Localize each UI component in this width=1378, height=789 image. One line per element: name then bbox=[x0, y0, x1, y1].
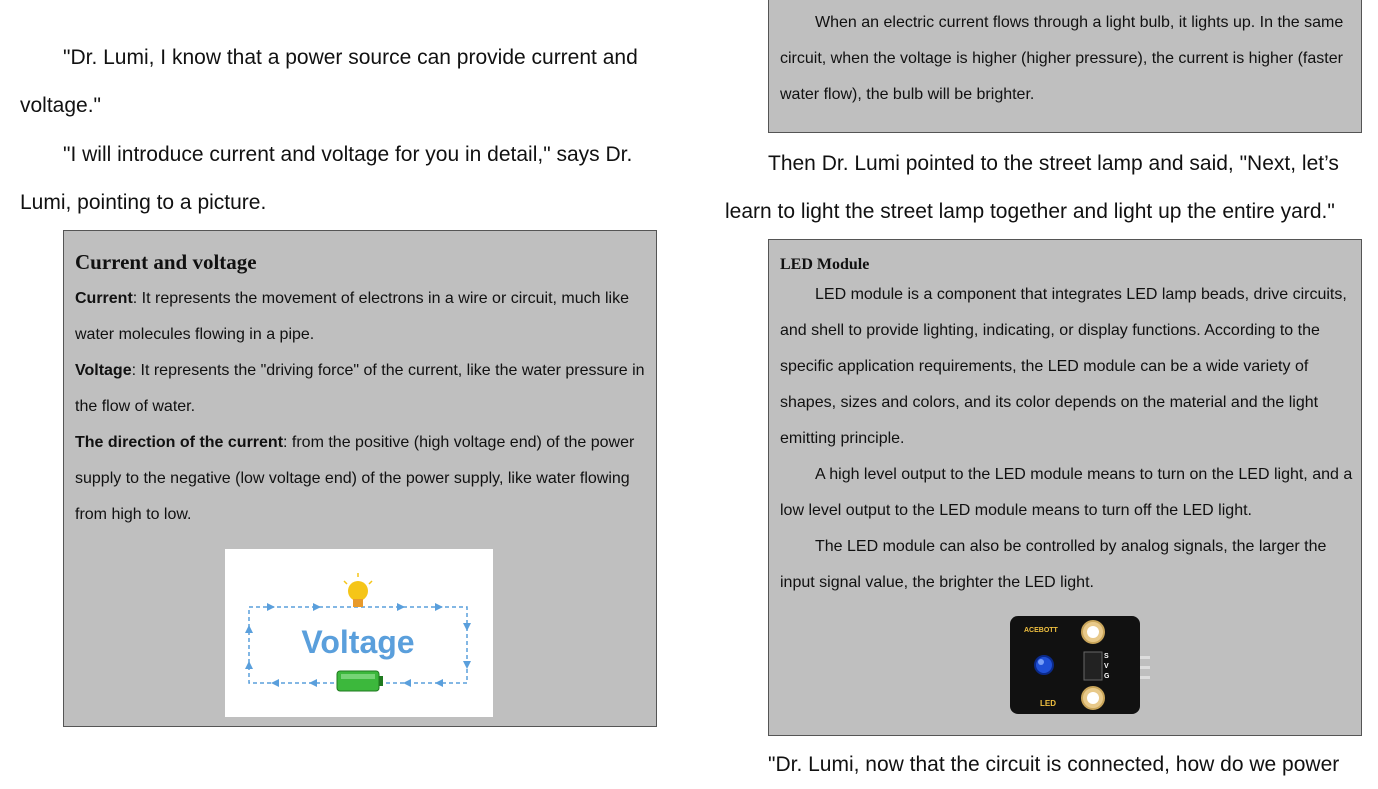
brand-label: ACEBOTT bbox=[1024, 627, 1058, 634]
led-module-image bbox=[1010, 616, 1160, 718]
term: The direction of the current bbox=[75, 434, 284, 451]
led-board-illustration bbox=[1010, 616, 1160, 718]
definition-text: : It represents the movement of electrons in a wire or circuit, much like water molecules flowing in a pipe. bbox=[75, 290, 629, 343]
definition-text: : It represents the "driving force" of the current, like the water pressure in the flow of water. bbox=[75, 362, 645, 415]
box-title: Current and voltage bbox=[75, 250, 257, 274]
paragraph-line: "Dr. Lumi, I know that a power source can provide current and bbox=[63, 46, 638, 69]
voltage-illustration bbox=[225, 549, 493, 717]
paragraph-line: "I will introduce current and voltage for you in detail," says Dr. bbox=[63, 143, 633, 166]
paragraph-line: learn to light the street lamp together and light up the entire yard." bbox=[725, 200, 1335, 223]
connector bbox=[1084, 652, 1102, 680]
led-paragraph: A high level output to the LED module means to turn on the LED light, and a low level output to the LED module means to turn off the LED light. bbox=[780, 466, 1353, 519]
led-module-box bbox=[768, 239, 1362, 736]
led-label: LED bbox=[1040, 699, 1056, 708]
voltage-circuit-diagram bbox=[225, 549, 493, 717]
paragraph-line: Lumi, pointing to a picture. bbox=[20, 191, 267, 214]
pin-label: S bbox=[1104, 653, 1109, 660]
current-voltage-box bbox=[63, 230, 657, 727]
box-title: LED Module bbox=[780, 256, 870, 273]
voltage-label: Voltage bbox=[301, 624, 415, 660]
current-definition bbox=[75, 281, 645, 353]
paragraph-line: Then Dr. Lumi pointed to the street lamp and said, "Next, let’s bbox=[768, 152, 1339, 175]
voltage-definition bbox=[75, 353, 645, 425]
pin-label: V bbox=[1104, 663, 1109, 670]
paragraph-line: voltage." bbox=[20, 94, 102, 117]
led-paragraph: LED module is a component that integrates LED lamp beads, drive circuits, and shell to provide lighting, indicating, or display functions. According to the specific application requirements, the LED module can be a wide variety of shapes, sizes and colors, and its color depends on the material and the light emitting principle. bbox=[780, 286, 1347, 447]
led-paragraph: The LED module can also be controlled by analog signals, the larger the input signal value, the brighter the LED light. bbox=[780, 538, 1327, 591]
direction-definition bbox=[75, 425, 645, 533]
bulb-icon bbox=[344, 573, 372, 607]
pin-label: G bbox=[1104, 673, 1110, 680]
definition-text: : from the positive (high voltage end) of the power supply to the negative (low voltage end) of the power supply, like water flowing from high to low. bbox=[75, 434, 635, 523]
term: Voltage bbox=[75, 362, 132, 379]
paragraph-line: "Dr. Lumi, now that the circuit is connected, how do we power bbox=[768, 753, 1340, 776]
battery-icon bbox=[337, 671, 383, 691]
term: Current bbox=[75, 290, 133, 307]
led-bead bbox=[1035, 656, 1053, 674]
bulb-explanation-text: When an electric current flows through a light bulb, it lights up. In the same circuit, when the voltage is higher (higher pressure), the current is higher (faster water flow), the bulb will be brighter. bbox=[780, 14, 1344, 103]
bulb-explanation-box bbox=[768, 0, 1362, 133]
